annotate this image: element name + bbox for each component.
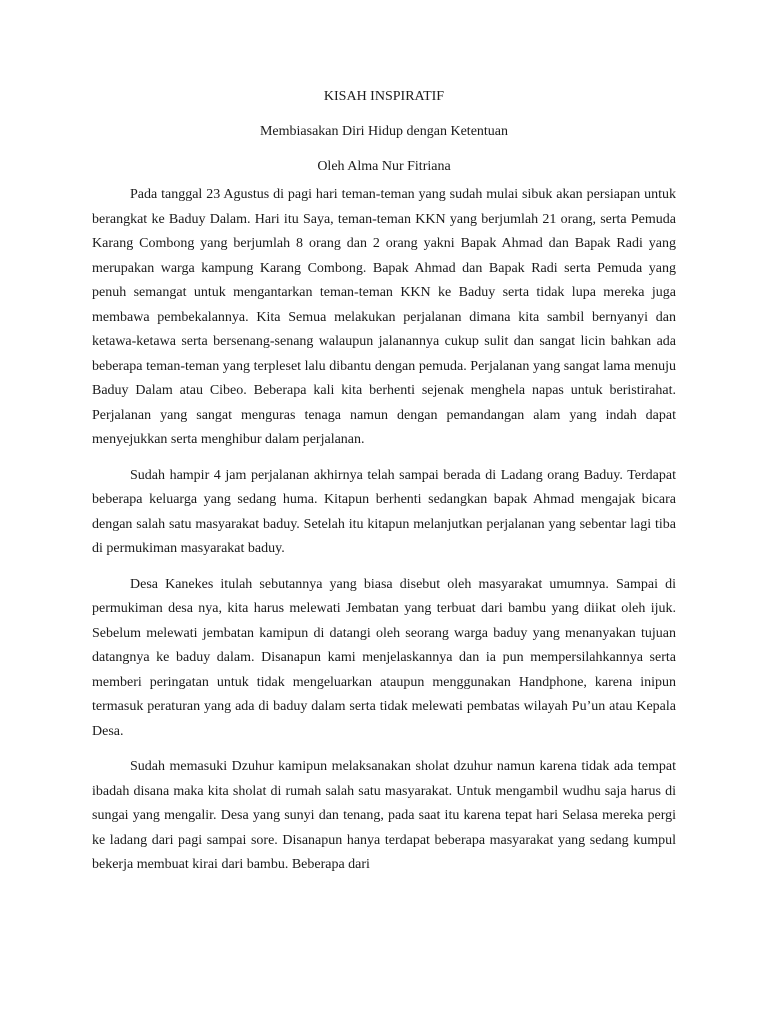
paragraph: Sudah hampir 4 jam perjalanan akhirnya telah sampai berada di Ladang orang Baduy. Terdapat beberapa keluarga yang sedang huma. Kitapun berhenti sedangkan bapak Ahmad mengajak bicara dengan salah satu masyarakat baduy. Setelah itu kitapun melanjutkan perjalanan yang sebentar lagi tiba di permukiman masyarakat baduy. (92, 467, 676, 556)
document-body (92, 183, 676, 889)
paragraph: Pada tanggal 23 Agustus di pagi hari teman-teman yang sudah mulai sibuk akan persiapan untuk berangkat ke Baduy Dalam. Hari itu Saya, teman-teman KKN yang berjumlah 21 orang, serta Pemuda Karang Combong yang berjumlah 8 orang dan 2 orang yakni Bapak Ahmad dan Bapak Radi yang merupakan warga kampung Karang Combong. Bapak Ahmad dan Bapak Radi serta Pemuda yang penuh semangat untuk mengantarkan teman-teman KKN ke Baduy serta tidak lupa mereka juga membawa pembekalannya. Kita Semua melakukan perjalanan dimana kita sambil bernyanyi dan ketawa-ketawa serta bersenang-senang walaupun jalanannya cukup sulit dan sangat licin bahkan ada beberapa teman-teman yang terpleset lalu dibantu dengan pemuda. Perjalanan yang sangat lama menuju Baduy Dalam atau Cibeo. Beberapa kali kita berhenti sejenak menghela napas untuk beristirahat. Perjalanan yang sangat menguras tenaga namun dengan pemandangan alam yang indah dapat menyejukkan serta menghibur dalam perjalanan. (92, 187, 676, 447)
document-subtitle: Membiasakan Diri Hidup dengan Ketentuan (259, 124, 509, 139)
paragraph: Sudah memasuki Dzuhur kamipun melaksanakan sholat dzuhur namun karena tidak ada tempat ibadah disana maka kita sholat di rumah salah satu masyarakat. Untuk mengambil wudhu saja harus di sungai yang mengalir. Desa yang sunyi dan tenang, pada saat itu karena tepat hari Selasa mereka pergi ke ladang dari pagi sampai sore. Disanapun hanya terdapat beberapa masyarakat yang sedang kumpul bekerja membuat kirai dari bambu. Beberapa dari (92, 759, 676, 872)
document-title: KISAH INSPIRATIF (323, 89, 445, 104)
paragraph: Desa Kanekes itulah sebutannya yang biasa disebut oleh masyarakat umumnya. Sampai di permukiman desa nya, kita harus melewati Jembatan yang terbuat dari bambu yang diikat oleh ijuk. Sebelum melewati jembatan kamipun di datangi oleh seorang warga baduy yang menanyakan tujuan datangnya ke baduy dalam. Disanapun kami menjelaskannya dan ia pun mempersilahkannya serta memberi peringatan untuk tidak mengeluarkan ataupun menggunakan Handphone, karena inipun termasuk peraturan yang ada di baduy dalam serta tidak melewati pembatas wilayah Pu’un atau Kepala Desa. (92, 576, 676, 739)
document-author: Oleh Alma Nur Fitriana (317, 159, 451, 174)
